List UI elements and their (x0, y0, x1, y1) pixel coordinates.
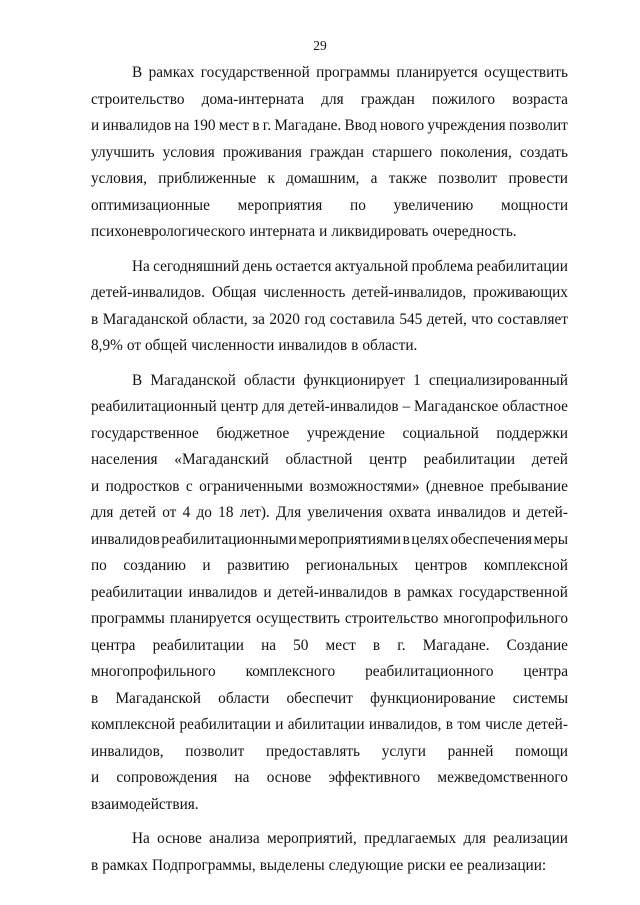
text-line: психоневрологического интерната и ликвидировать очередность. (91, 223, 517, 240)
text-line: в рамках Подпрограммы, выделены следующие риски ее реализации: (91, 856, 547, 874)
text-line: и сопровождения на основе эффективного межведомственного (91, 769, 568, 786)
text-line: реабилитационный центр для детей-инвалидов – Магаданское областное (91, 398, 568, 415)
text-line: населения «Магаданский областной центр реабилитации детей (91, 451, 568, 468)
text-line: для детей от 4 до 18 лет). Для увеличения охвата инвалидов и детей- (91, 504, 568, 521)
paragraph (91, 368, 568, 819)
text-line: и подростков с ограниченными возможностями» (дневное пребывание (91, 477, 568, 495)
text-line: оптимизационные мероприятия по увеличению мощности (91, 196, 568, 214)
text-line: многопрофильного комплексного реабилитационного центра (91, 663, 568, 680)
document-body (91, 60, 568, 879)
text-line: условия, приближенные к домашним, а также позволит провести (91, 170, 568, 187)
text-line: государственное бюджетное учреждение социальной поддержки (91, 424, 568, 442)
text-line: детей-инвалидов. Общая численность детей-инвалидов, проживающих (91, 284, 568, 301)
paragraph (91, 826, 568, 879)
text-line: в Магаданской области обеспечит функционирование системы (91, 689, 568, 707)
text-line: улучшить условия проживания граждан старшего поколения, создать (91, 143, 568, 161)
text-line: На основе анализа мероприятий, предлагаемых для реализации (132, 830, 568, 847)
text-line: На сегодняшний день остается актуальной проблема реабилитации (132, 257, 568, 275)
text-line: и инвалидов на 190 мест в г. Магадане. Ввод нового учреждения позволит (91, 117, 568, 134)
paragraph (91, 254, 568, 360)
text-line: инвалидов реабилитационными мероприятиями в целях обеспечения меры (91, 530, 568, 548)
text-line: по созданию и развитию региональных центров комплексной (91, 557, 568, 574)
text-line: комплексной реабилитации и абилитации инвалидов, в том числе детей- (91, 716, 568, 733)
text-line: строительство дома-интерната для граждан пожилого возраста (91, 90, 568, 108)
text-line: в Магаданской области, за 2020 год составила 545 детей, что составляет (91, 310, 568, 328)
text-line: В Магаданской области функционирует 1 специализированный (132, 371, 568, 389)
text-line: инвалидов, позволит предоставлять услуги ранней помощи (91, 742, 568, 760)
text-line: центра реабилитации на 50 мест в г. Магадане. Создание (91, 636, 568, 654)
page-number: 29 (313, 38, 327, 53)
text-line: реабилитации инвалидов и детей-инвалидов в рамках государственной (91, 583, 568, 601)
text-line: программы планируется осуществить строительство многопрофильного (91, 610, 568, 627)
text-line: взаимодействия. (91, 795, 199, 813)
text-line: 8,9% от общей численности инвалидов в области. (91, 337, 418, 354)
paragraph (91, 60, 568, 246)
text-line: В рамках государственной программы планируется осуществить (132, 64, 568, 81)
